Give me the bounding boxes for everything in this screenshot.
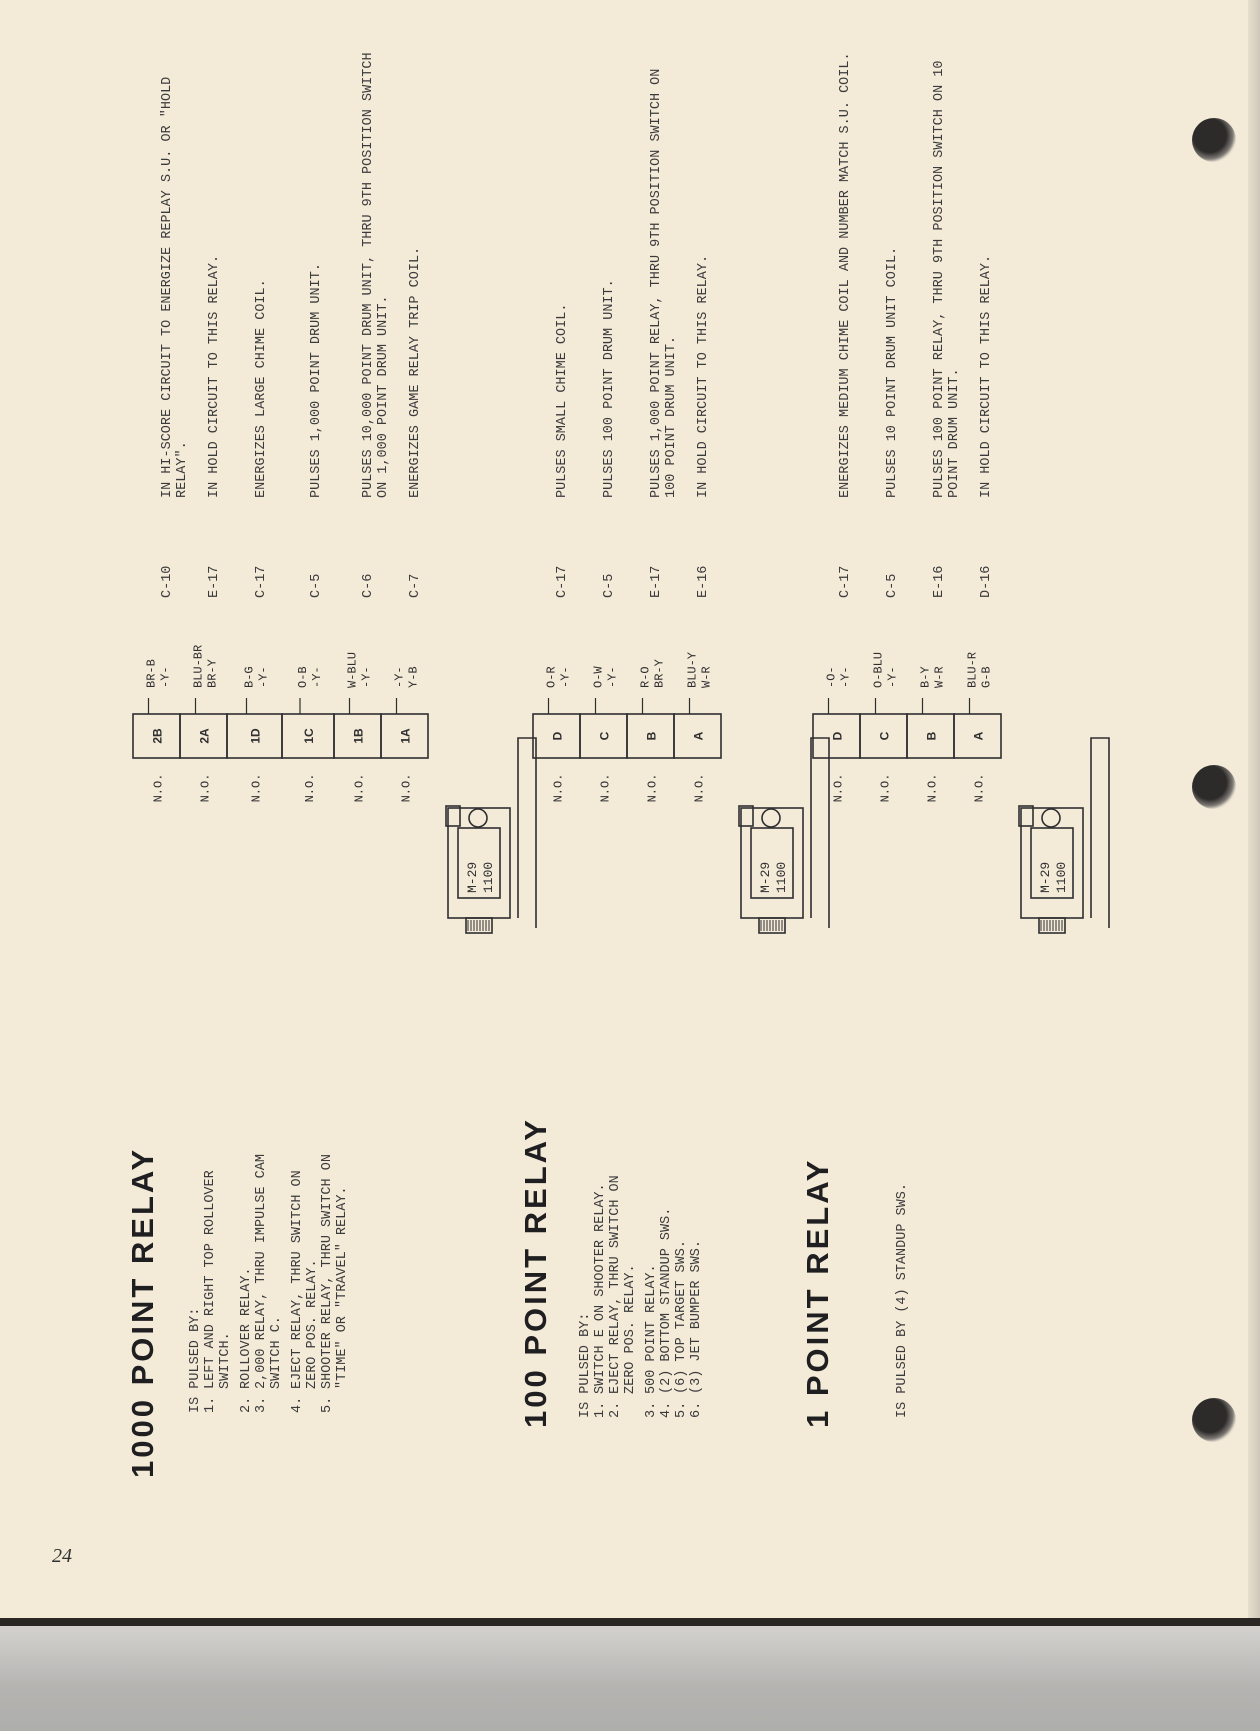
wire-color-code: -Y- <box>558 666 573 688</box>
schematic-reference: D-16 <box>979 565 994 598</box>
list-item <box>239 1154 254 1413</box>
switch-id: D <box>550 731 565 741</box>
wire-color-code: BLU-Y <box>685 651 700 688</box>
schematic-reference: C-7 <box>408 573 423 598</box>
schematic-reference: C-17 <box>838 565 853 598</box>
switch-function-description: PULSES SMALL CHIME COIL. <box>555 303 570 498</box>
list-item <box>320 1154 350 1413</box>
wire-color-code: -Y- <box>158 666 173 688</box>
switch-normally-open-label: N.O. <box>972 773 987 803</box>
schematic-reference: C-10 <box>160 565 175 598</box>
section-title: 100 POINT RELAY <box>518 1117 553 1428</box>
switch-function-description: ENERGIZES MEDIUM CHIME COIL AND NUMBER MATCH S.U. COIL. <box>838 52 853 498</box>
switch-id: B <box>644 731 659 741</box>
list-item <box>593 1175 608 1418</box>
switch-normally-open-label: N.O. <box>198 773 213 803</box>
pulsed-by-list <box>203 1154 350 1413</box>
wire-color-code: W-BLU <box>345 651 360 688</box>
wire-color-code: G-B <box>979 666 994 688</box>
wire-color-code: -Y- <box>310 666 324 688</box>
list-item-text: EJECT RELAY, THRU SWITCH ON ZERO POS. RELAY. <box>290 1170 320 1389</box>
pulsed-by-heading: IS PULSED BY: <box>188 1307 203 1413</box>
switch-normally-open-label: N.O. <box>598 773 613 803</box>
switch-id: C <box>597 731 612 741</box>
switch-normally-open-label: N.O. <box>692 773 707 803</box>
relay-armature <box>1042 809 1060 827</box>
scanner-background <box>0 1626 1260 1731</box>
wire-color-code: O-BLU <box>871 651 886 688</box>
switch-id: D <box>830 731 845 741</box>
relay-label-line2: 1100 <box>774 861 789 893</box>
wire-color-code: BR-Y <box>652 659 667 688</box>
page-bottom-rule <box>0 1618 1260 1626</box>
relay-label-line2: 1100 <box>1054 861 1069 893</box>
list-item-number: 5. <box>674 1401 689 1418</box>
list-item-number: 5. <box>320 1396 335 1413</box>
switch-id: A <box>971 731 986 741</box>
list-item-text: (2) BOTTOM STANDUP SWS. <box>659 1207 674 1394</box>
switch-id: 2B <box>150 728 165 744</box>
switch-id: 1D <box>248 728 263 744</box>
schematic-reference: E-17 <box>207 565 222 598</box>
switch-id: B <box>924 731 939 741</box>
list-item-text: SWITCH E ON SHOOTER RELAY. <box>593 1183 608 1394</box>
wire-color-code: B-Y <box>918 666 933 688</box>
wire-color-code: -Y- <box>885 666 900 688</box>
page-edge <box>1248 0 1260 1618</box>
wire-color-code: BLU-R <box>965 651 980 688</box>
switch-function-description: PULSES 1,000 POINT RELAY, THRU 9TH POSITION SWITCH ON 100 POINT DRUM UNIT. <box>649 68 679 498</box>
schematic-reference: C-17 <box>254 565 269 598</box>
switch-function-description: PULSES 1,000 POINT DRUM UNIT. <box>309 263 324 498</box>
list-item <box>659 1175 674 1418</box>
schematic-reference: C-17 <box>555 565 570 598</box>
list-item <box>674 1175 689 1418</box>
switch-function-description: PULSES 10,000 POINT DRUM UNIT, THRU 9TH POSITION SWITCH ON 1,000 POINT DRUM UNIT. <box>361 52 391 498</box>
list-item <box>254 1154 284 1413</box>
list-item-text: SHOOTER RELAY, THRU SWITCH ON "TIME" OR "TRAVEL" RELAY. <box>320 1154 350 1389</box>
relay-armature <box>469 809 487 827</box>
schematic-reference: E-17 <box>649 565 664 598</box>
switch-normally-open-label: N.O. <box>352 773 367 803</box>
list-item-number: 3. <box>254 1396 269 1413</box>
relay-terminal-block <box>759 918 785 933</box>
switch-function-description: PULSES 100 POINT DRUM UNIT. <box>602 279 617 498</box>
list-item-number: 1. <box>593 1401 608 1418</box>
section-title: 1 POINT RELAY <box>800 1157 835 1428</box>
wire-color-code: -Y- <box>605 666 620 688</box>
wire-color-code: O-B <box>296 666 310 688</box>
wire-color-code: -O- <box>824 666 839 688</box>
wire-color-code: BR-Y <box>205 659 220 688</box>
switch-normally-open-label: N.O. <box>645 773 660 803</box>
relay-diagram <box>123 518 538 938</box>
wire-color-code: B-G <box>242 666 257 688</box>
list-item-number: 2. <box>608 1401 623 1418</box>
schematic-reference: C-5 <box>602 573 617 598</box>
list-item <box>689 1175 704 1418</box>
list-item-number: 1. <box>203 1396 218 1413</box>
wire-color-code: O-R <box>544 666 559 688</box>
list-item-number: 2. <box>239 1396 254 1413</box>
switch-normally-open-label: N.O. <box>878 773 893 803</box>
schematic-reference: C-5 <box>309 573 324 598</box>
list-item <box>203 1154 233 1413</box>
pulsed-by-heading: IS PULSED BY: <box>578 1312 593 1418</box>
wire-color-code: W-R <box>932 666 947 688</box>
switch-function-description: ENERGIZES LARGE CHIME COIL. <box>254 279 269 498</box>
switch-id: 1A <box>398 728 413 744</box>
list-item-text: 2,000 RELAY, THRU IMPULSE CAM SWITCH C. <box>254 1154 284 1389</box>
wire-color-code: O-W <box>591 666 606 688</box>
relay-armature <box>762 809 780 827</box>
list-item-number: 3. <box>644 1401 659 1418</box>
list-item-text: LEFT AND RIGHT TOP ROLLOVER SWITCH. <box>203 1170 233 1389</box>
switch-id: A <box>691 731 706 741</box>
pulsed-by-heading: IS PULSED BY (4) STANDUP SWS. <box>895 1183 910 1418</box>
wire-color-code: BLU-BR <box>191 644 206 688</box>
relay-label-line1: M-29 <box>758 861 773 893</box>
schematic-reference: C-6 <box>361 573 376 598</box>
switch-normally-open-label: N.O. <box>551 773 566 803</box>
relay-label-line1: M-29 <box>465 861 480 893</box>
wire-color-code: Y-B <box>406 666 421 688</box>
relay-terminal-block <box>466 918 492 933</box>
list-item-number: 6. <box>689 1401 704 1418</box>
wire-color-code: BR-B <box>144 659 159 688</box>
switch-normally-open-label: N.O. <box>303 773 317 803</box>
switch-function-description: IN HOLD CIRCUIT TO THIS RELAY. <box>696 254 711 498</box>
list-item <box>608 1175 638 1418</box>
wire-color-code: -Y- <box>392 666 407 688</box>
list-item-number: 4. <box>659 1401 674 1418</box>
list-item <box>290 1154 320 1413</box>
schematic-reference: E-16 <box>932 565 947 598</box>
list-item-text: 500 POINT RELAY. <box>644 1264 659 1394</box>
switch-id: 1C <box>302 728 316 744</box>
relay-label-line1: M-29 <box>1038 861 1053 893</box>
wire-color-code: W-R <box>699 666 714 688</box>
pulsed-by-list <box>593 1175 704 1418</box>
relay-label-line2: 1100 <box>481 861 496 893</box>
wire-color-code: -Y- <box>838 666 853 688</box>
switch-normally-open-label: N.O. <box>399 773 414 803</box>
page-number: 24 <box>52 1545 72 1567</box>
switch-function-description: ENERGIZES GAME RELAY TRIP COIL. <box>408 246 423 498</box>
switch-normally-open-label: N.O. <box>831 773 846 803</box>
switch-normally-open-label: N.O. <box>151 773 166 803</box>
schematic-reference: E-16 <box>696 565 711 598</box>
list-item-text: ROLLOVER RELAY. <box>239 1267 254 1389</box>
list-item <box>644 1175 659 1418</box>
switch-function-description: IN HOLD CIRCUIT TO THIS RELAY. <box>207 254 222 498</box>
wire-color-code: R-O <box>638 666 653 688</box>
switch-id: C <box>877 731 892 741</box>
relay-terminal-block <box>1039 918 1065 933</box>
relay-bracket <box>1091 738 1109 928</box>
list-item-text: (3) JET BUMPER SWS. <box>689 1240 704 1394</box>
wire-color-code: -Y- <box>256 666 271 688</box>
switch-function-description: IN HOLD CIRCUIT TO THIS RELAY. <box>979 254 994 498</box>
list-item-text: EJECT RELAY, THRU SWITCH ON ZERO POS. RELAY. <box>608 1175 638 1394</box>
list-item-number: 4. <box>290 1396 305 1413</box>
list-item-text: (6) TOP TARGET SWS. <box>674 1240 689 1394</box>
switch-id: 2A <box>197 728 212 744</box>
switch-normally-open-label: N.O. <box>925 773 940 803</box>
schematic-reference: C-5 <box>885 573 900 598</box>
switch-function-description: PULSES 100 POINT RELAY, THRU 9TH POSITION SWITCH ON 10 POINT DRUM UNIT. <box>932 60 962 498</box>
switch-function-description: PULSES 10 POINT DRUM UNIT COIL. <box>885 246 900 498</box>
section-title: 1000 POINT RELAY <box>125 1146 160 1478</box>
switch-id: 1B <box>351 728 366 744</box>
switch-normally-open-label: N.O. <box>249 773 264 803</box>
wire-color-code: -Y- <box>359 666 374 688</box>
switch-function-description: IN HI-SCORE CIRCUIT TO ENERGIZE REPLAY S.U. OR "HOLD RELAY". <box>160 76 190 498</box>
